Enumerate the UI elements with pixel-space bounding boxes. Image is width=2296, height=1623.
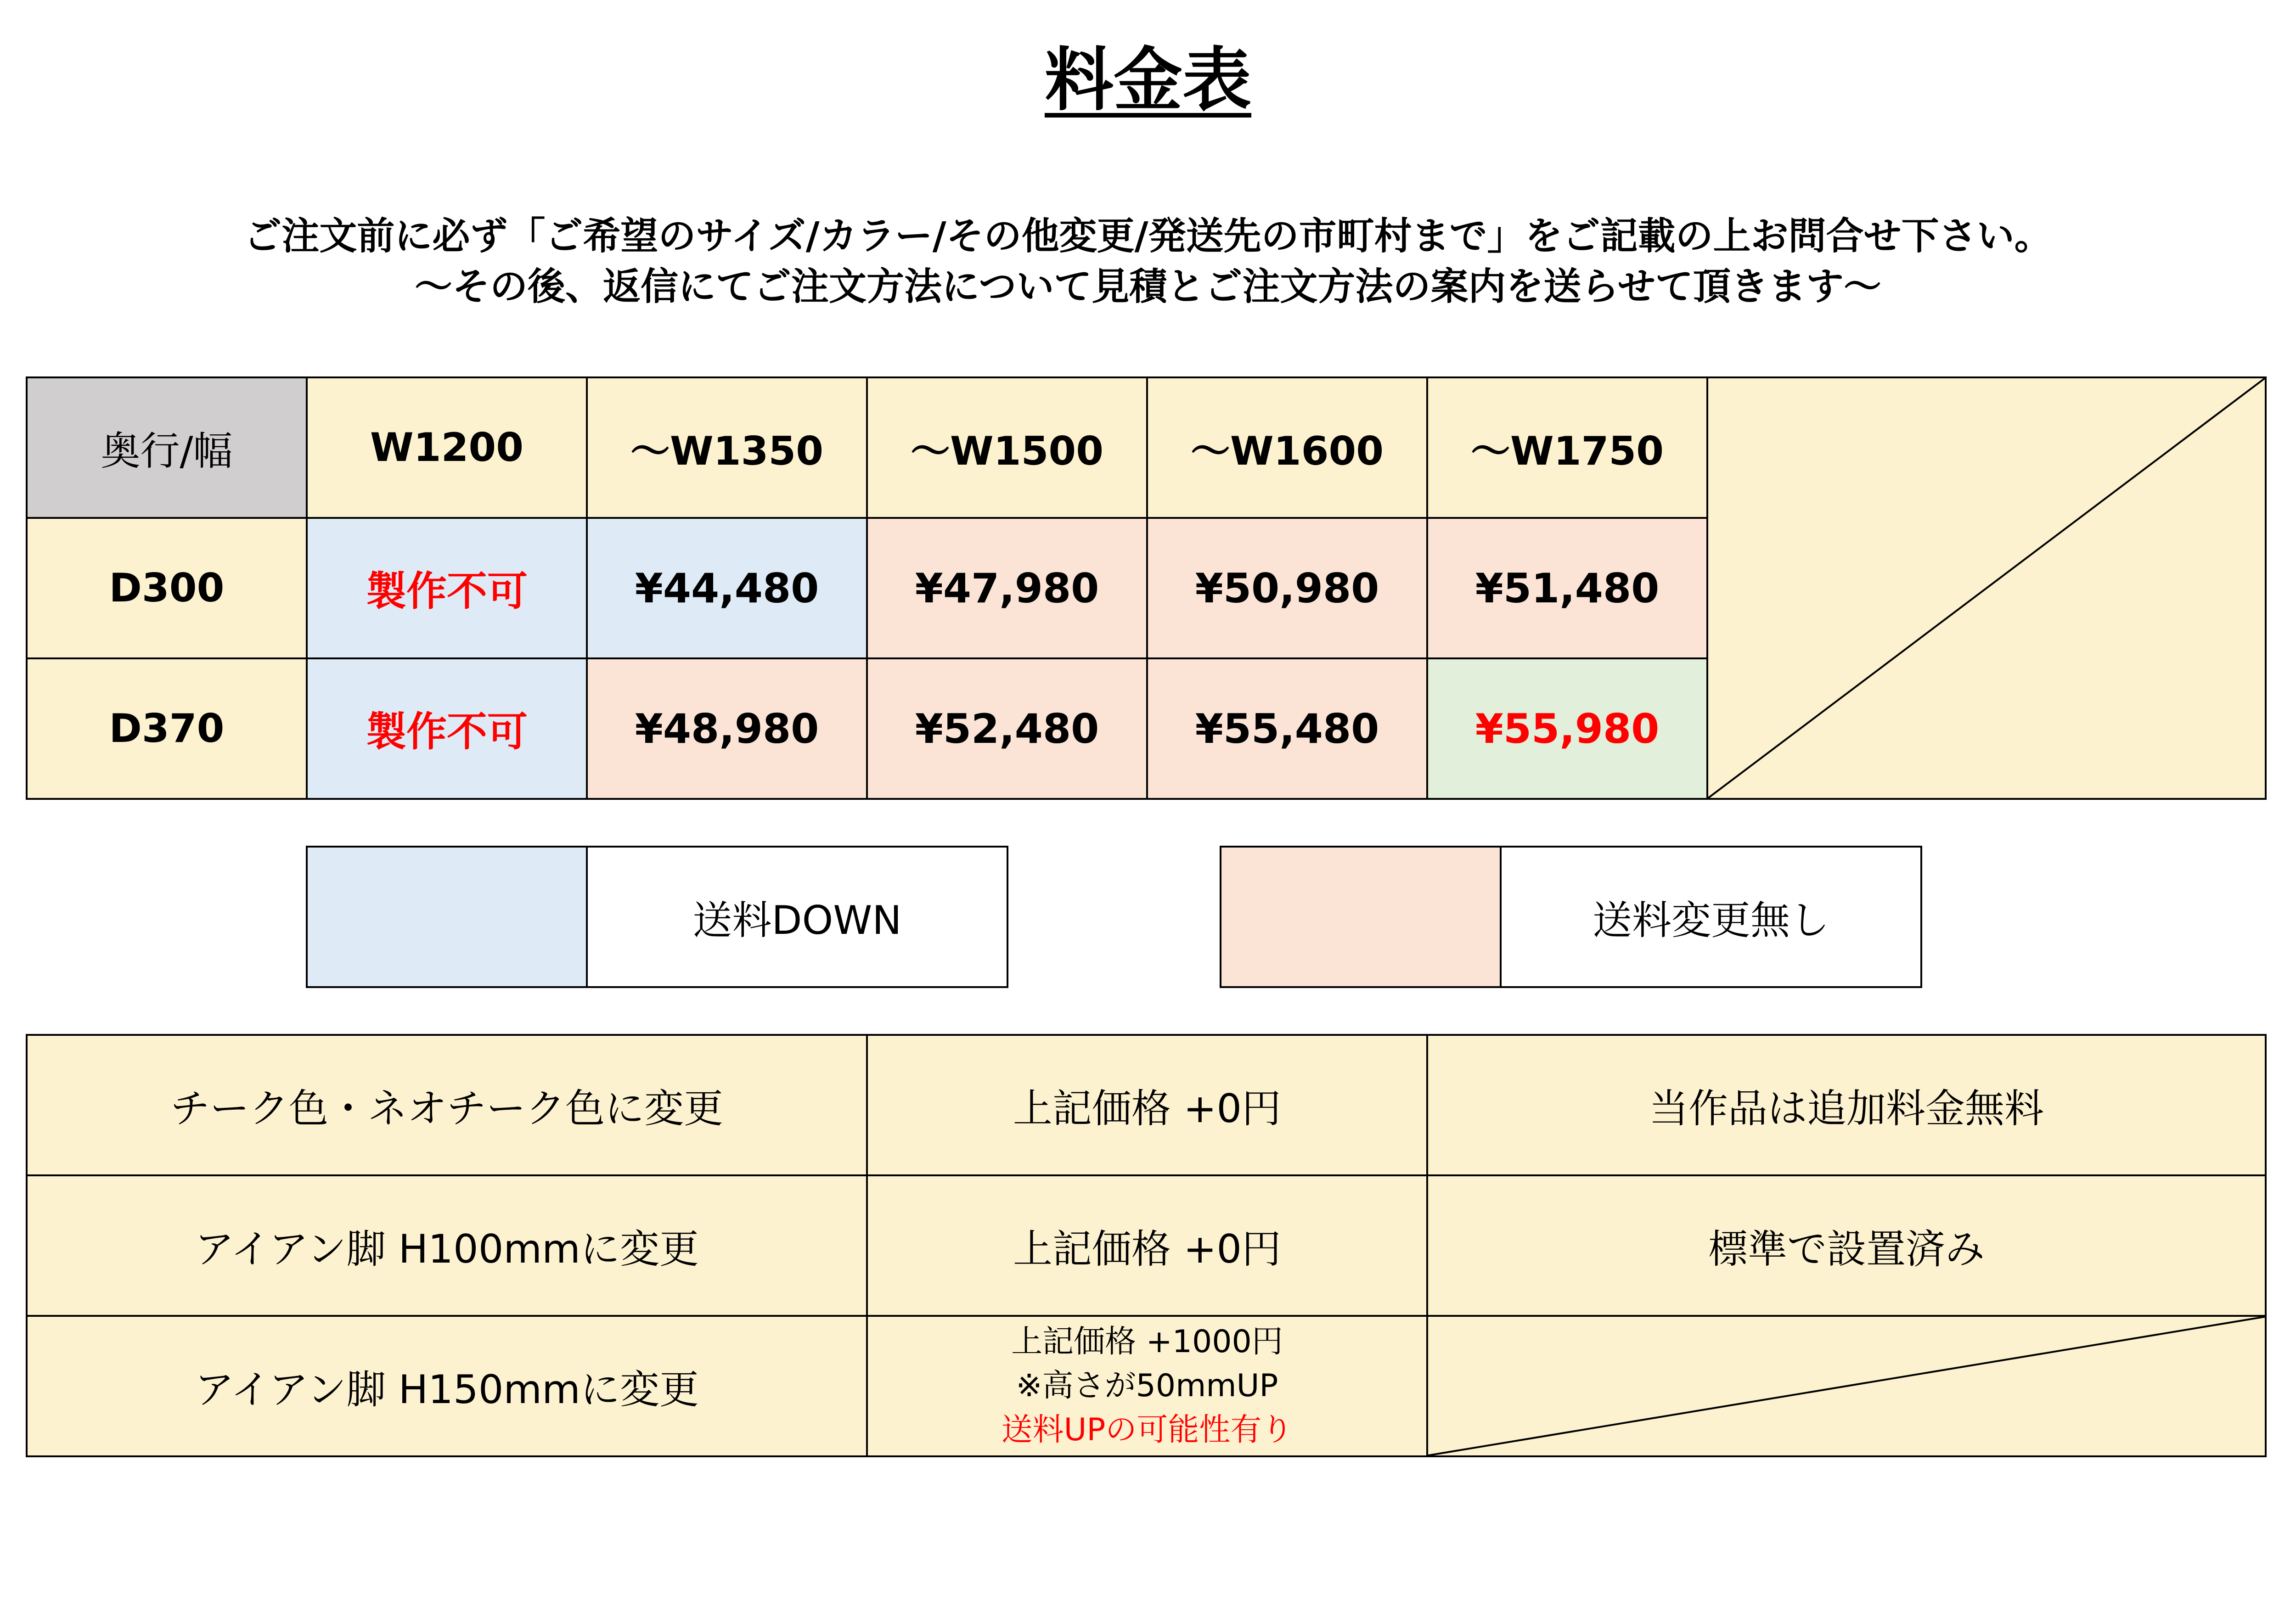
- legend-swatch-shipping-unchanged: [1220, 846, 1502, 988]
- width-header-w1200: W1200: [306, 376, 588, 519]
- page-title-text: 料金表: [1044, 40, 1251, 120]
- option-note-leg-h100: 標準で設置済み: [1426, 1174, 2267, 1317]
- option-note-color-change: 当作品は追加料金無料: [1426, 1034, 2267, 1176]
- table-empty-diagonal-cell: [1706, 376, 2267, 800]
- legend-swatch-shipping-down: [306, 846, 588, 988]
- notice-line-2: ～その後、返信にてご注文方法について見積とご注文方法の案内を送らせて頂きます～: [415, 265, 1881, 309]
- price-cell-d370-w1200: 製作不可: [306, 657, 588, 800]
- option-name-leg-h150: アイアン脚 H150mmに変更: [26, 1315, 868, 1457]
- diagonal-line: [1428, 1317, 2265, 1455]
- price-cell-d300-w1600: ¥50,980: [1146, 517, 1428, 659]
- option-price-leg-h100: 上記価格 +0円: [866, 1174, 1428, 1317]
- option-price-leg-h150: [866, 1315, 1428, 1457]
- depth-header-d370: D370: [26, 657, 308, 800]
- price-cell-d370-w1350: ¥48,980: [586, 657, 868, 800]
- option-price-leg-h150-line2: ※高さが50mmUP: [1016, 1368, 1278, 1404]
- legend-label-shipping-down: 送料DOWN: [586, 846, 1008, 988]
- width-header-w1750: ～W1750: [1426, 376, 1708, 519]
- price-cell-d370-w1750: ¥55,980: [1426, 657, 1708, 800]
- diagonal-line: [1708, 378, 2265, 798]
- option-price-color-change: 上記価格 +0円: [866, 1034, 1428, 1176]
- table-corner-header: 奥行/幅: [26, 376, 308, 519]
- price-cell-d300-w1200: 製作不可: [306, 517, 588, 659]
- depth-header-d300: D300: [26, 517, 308, 659]
- price-cell-d370-w1600: ¥55,480: [1146, 657, 1428, 800]
- option-price-leg-h150-line1: 上記価格 +1000円: [1011, 1324, 1283, 1360]
- page-title: [0, 32, 2296, 129]
- price-cell-d300-w1500: ¥47,980: [866, 517, 1148, 659]
- notice-line-1: ご注文前に必ず「ご希望のサイズ/カラー/その他変更/発送先の市町村まで」をご記載の上お問合せ下さい。: [244, 214, 2052, 258]
- price-cell-d300-w1750: ¥51,480: [1426, 517, 1708, 659]
- width-header-w1600: ～W1600: [1146, 376, 1428, 519]
- legend-label-shipping-unchanged: 送料変更無し: [1500, 846, 1922, 988]
- option-note-leg-h150-empty: [1426, 1315, 2267, 1457]
- price-cell-d300-w1350: ¥44,480: [586, 517, 868, 659]
- width-header-w1500: ～W1500: [866, 376, 1148, 519]
- width-header-w1350: ～W1350: [586, 376, 868, 519]
- option-price-leg-h150-line3: 送料UPの可能性有り: [1001, 1412, 1293, 1448]
- option-name-leg-h100: アイアン脚 H100mmに変更: [26, 1174, 868, 1317]
- price-cell-d370-w1500: ¥52,480: [866, 657, 1148, 800]
- option-name-color-change: チーク色・ネオチーク色に変更: [26, 1034, 868, 1176]
